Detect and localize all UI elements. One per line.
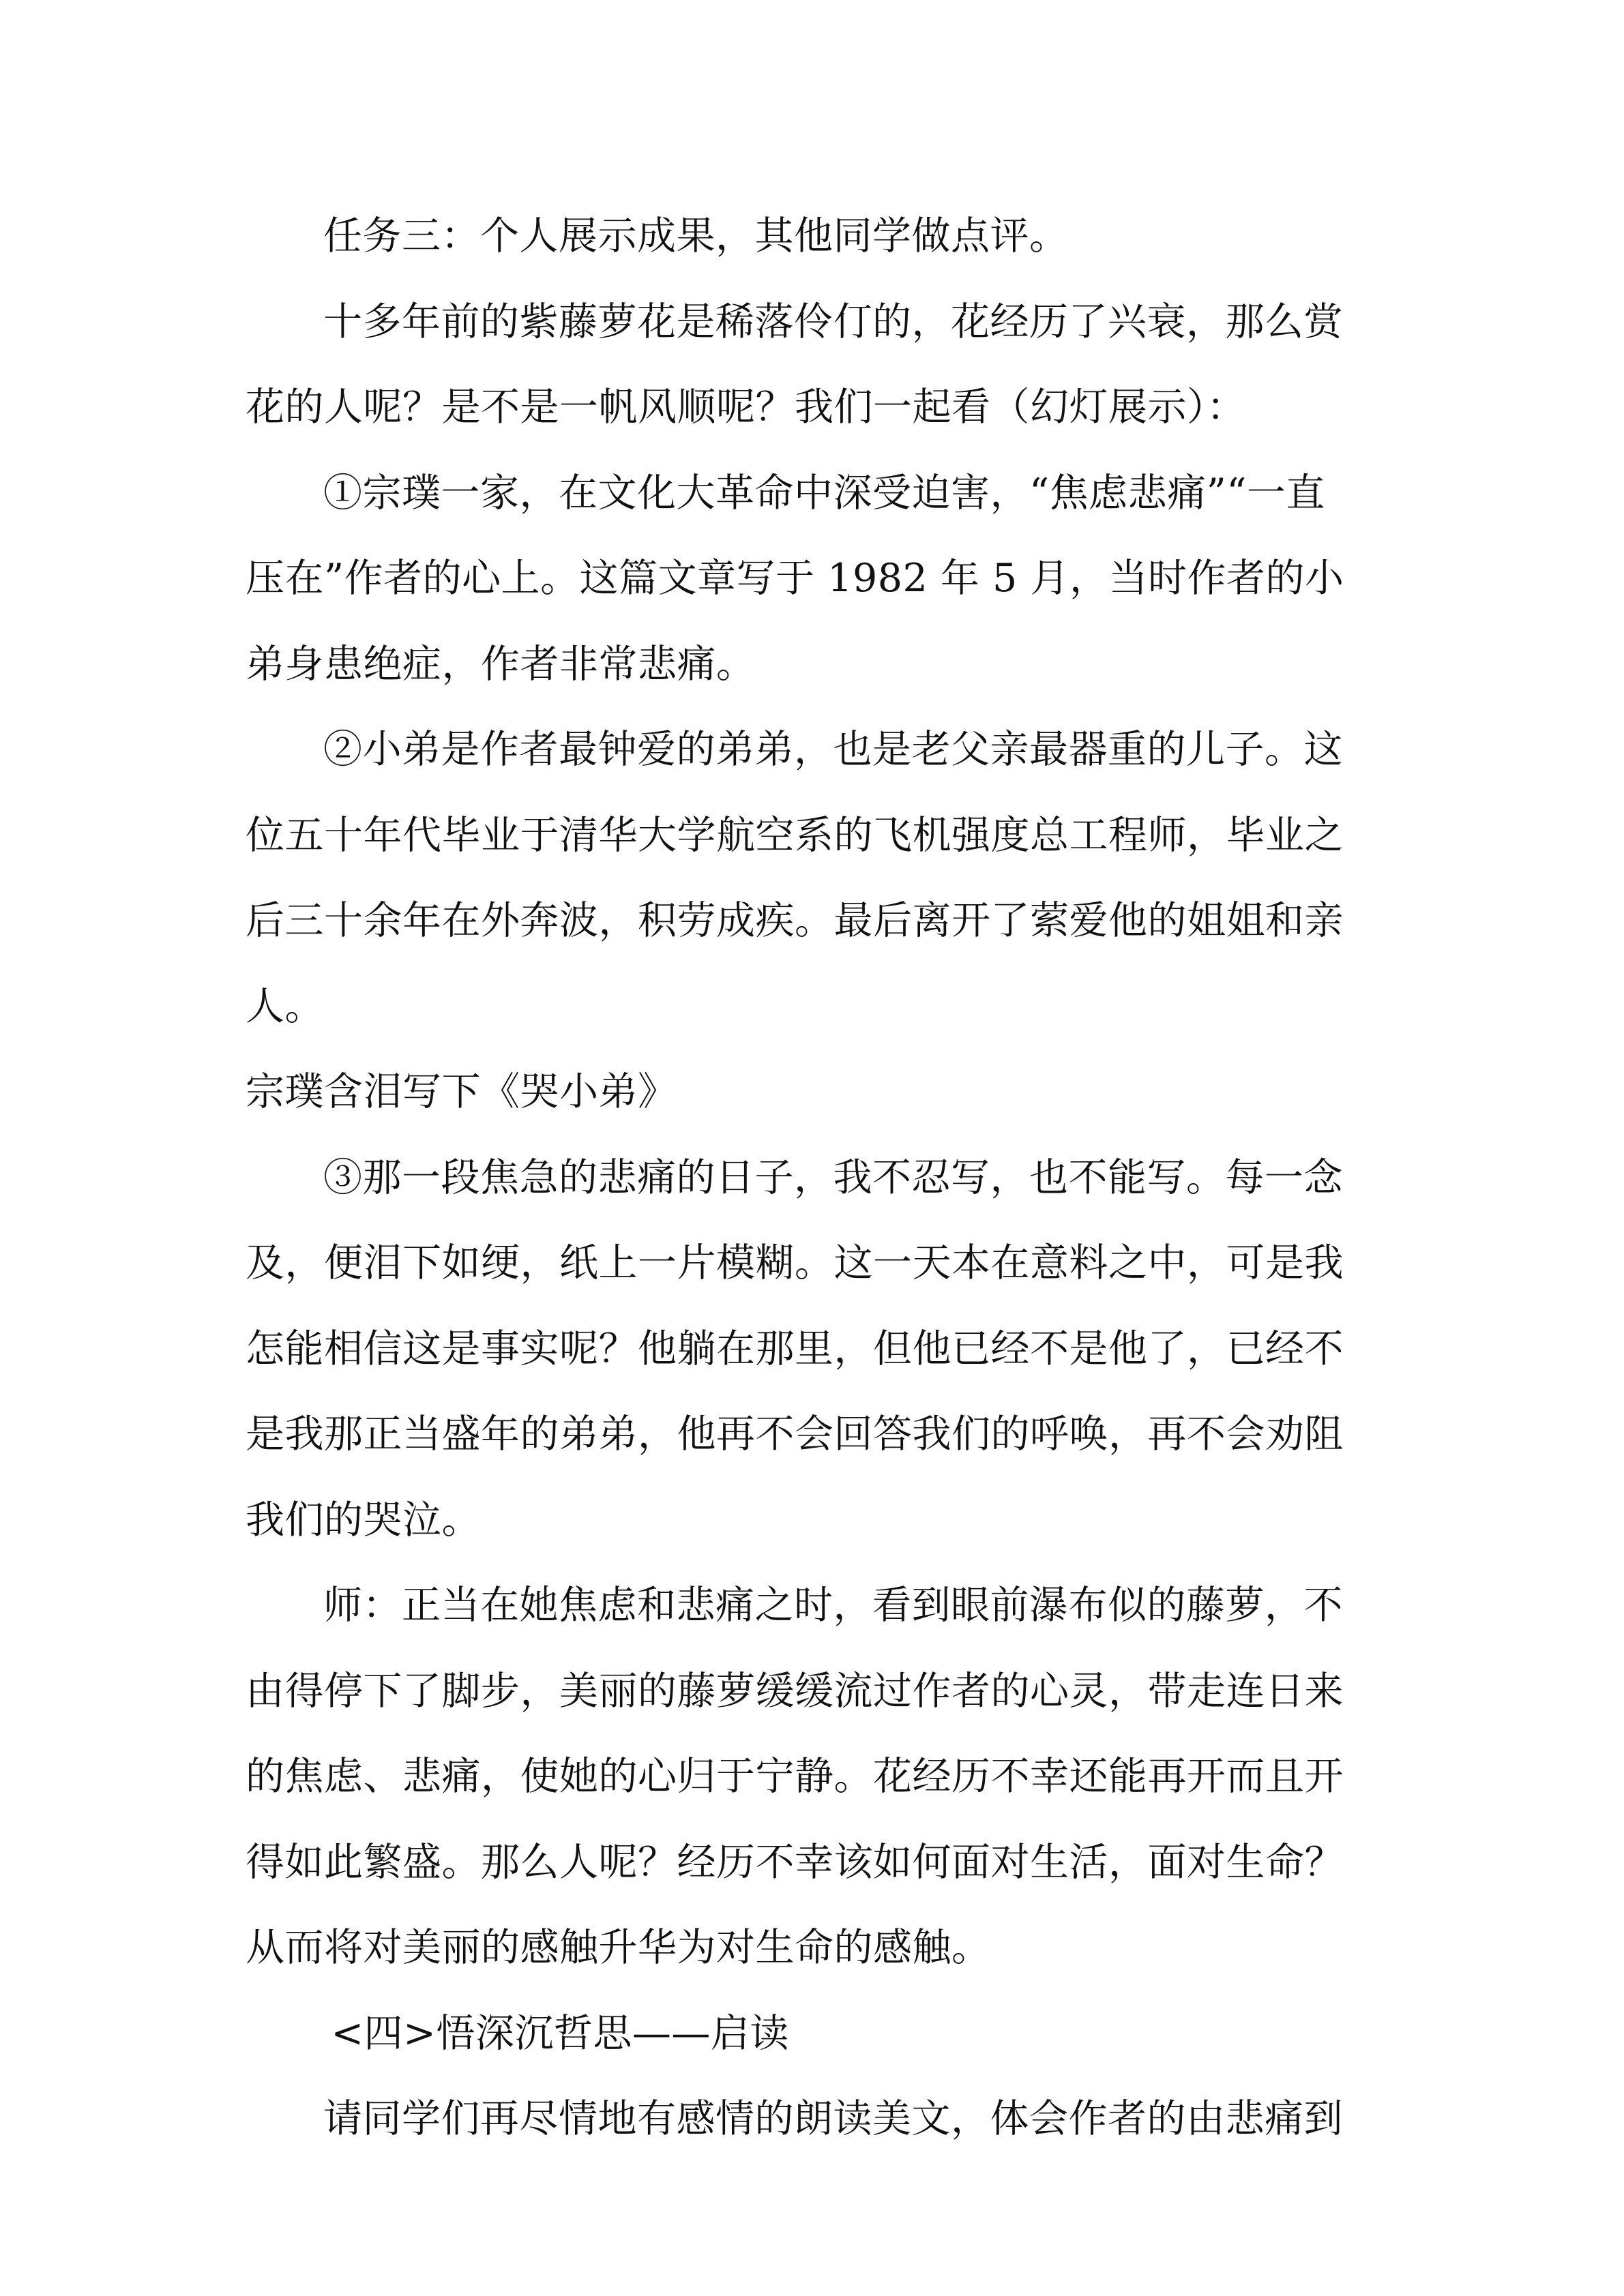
paragraph-closing: 请同学们再尽情地有感情的朗读美文，体会作者的由悲痛到 — [323, 2096, 1343, 2141]
paragraph-point-one: ①宗璞一家，在文化大革命中深受迫害，“焦虑悲痛”“一直压在”作者的心上。这篇文章写于 1982 年 5 月，当时作者的小弟身患绝症，作者非常悲痛。 — [246, 470, 1344, 687]
section-heading-four: <四>悟深沉哲思——启读 — [331, 2010, 789, 2056]
paragraph-point-three: ③那一段焦急的悲痛的日子，我不忍写，也不能写。每一念及，便泪下如绠，纸上一片模糊。这一天本在意料之中，可是我怎能相信这是事实呢？他躺在那里，但他已经不是他了，已经不是我那正当盛年的弟弟，他再不会回答我们的呼唤，再不会劝阻我们的哭泣。 — [246, 1154, 1344, 1542]
paragraph-point-two: ②小弟是作者最钟爱的弟弟，也是老父亲最器重的儿子。这位五十年代毕业于清华大学航空系的飞机强度总工程师，毕业之后三十余年在外奔波，积劳成疾。最后离开了萦爱他的姐姐和亲人。 — [246, 727, 1344, 1029]
paragraph-teacher: 师：正当在她焦虑和悲痛之时，看到眼前瀑布似的藤萝，不由得停下了脚步，美丽的藤萝缓缓流过作者的心灵，带走连日来的焦虑、悲痛，使她的心归于宁静。花经历不幸还能再开而且开得如此繁盛。那么人呢？经历不幸该如何面对生活，面对生命？从而将对美丽的感触升华为对生命的感触。 — [246, 1583, 1344, 1970]
paragraph-point-two-continued: 宗璞含泪写下《哭小弟》 — [246, 1069, 677, 1114]
paragraph-task-three: 任务三：个人展示成果，其他同学做点评。 — [323, 213, 1069, 258]
document-body — [246, 194, 1364, 2162]
paragraph-intro: 十多年前的紫藤萝花是稀落伶仃的，花经历了兴衰，那么赏花的人呢？是不是一帆风顺呢？我们一起看（幻灯展示）： — [246, 299, 1343, 430]
